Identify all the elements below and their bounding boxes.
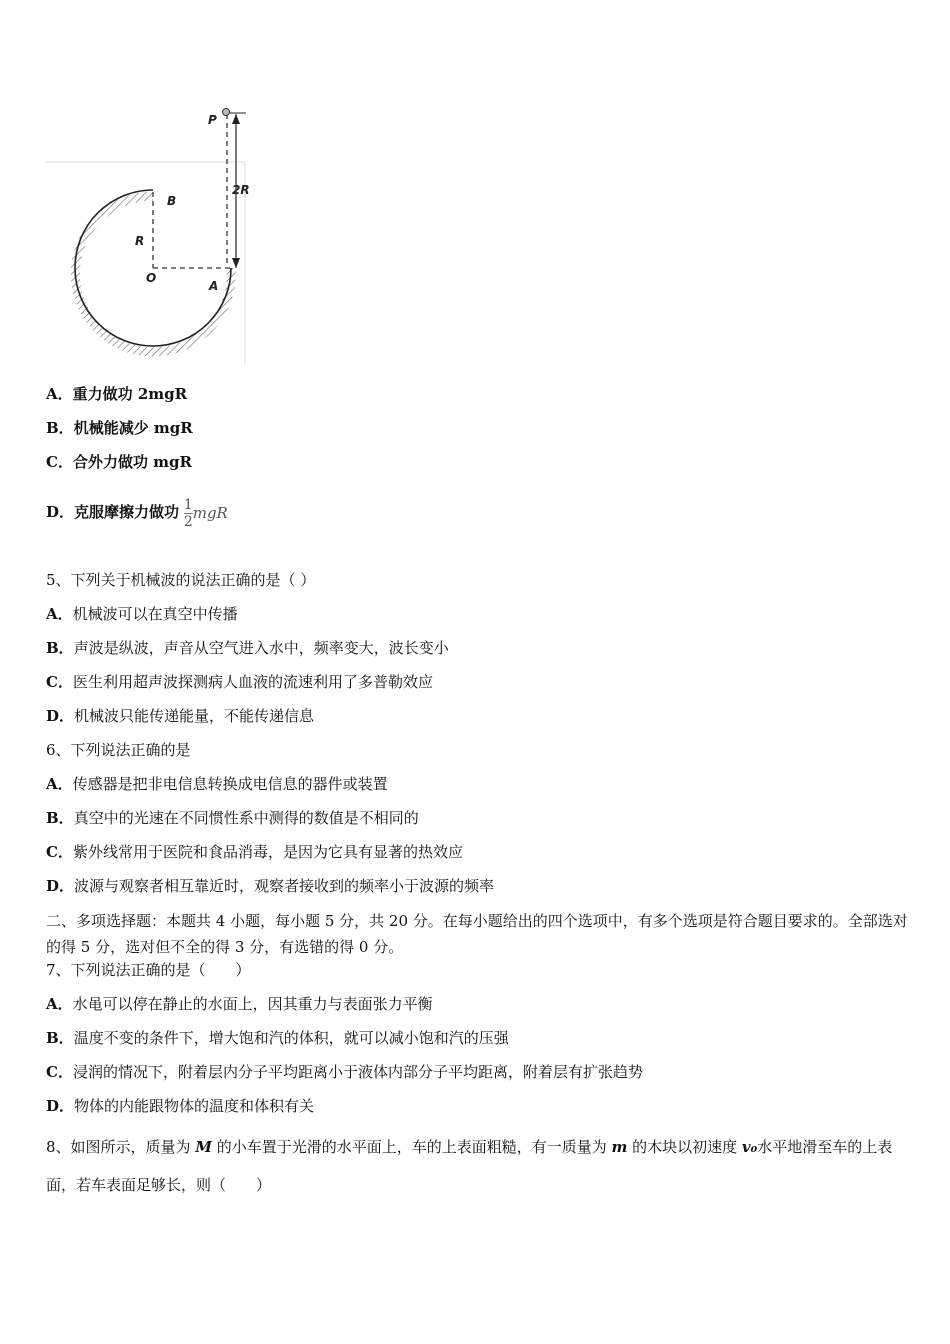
q6-option-d: D．波源与观察者相互靠近时，观察者接收到的频率小于波源的频率 xyxy=(46,877,495,895)
q4-option-c: C．合外力做功 mgR xyxy=(46,453,193,471)
q4-option-b: B．机械能减少 mgR xyxy=(46,419,193,437)
label-a: A xyxy=(209,279,219,293)
q7-option-a: A．水黾可以停在静止的水面上，因其重力与表面张力平衡 xyxy=(46,995,433,1013)
q4-option-d: D．克服摩擦力做功 $\frac{1}{2}$ mgR xyxy=(46,496,228,530)
q7-stem: 7、下列说法正确的是（ ） xyxy=(46,961,251,979)
q7-option-b: B．温度不变的条件下，增大饱和汽的体积，就可以减小饱和汽的压强 xyxy=(46,1029,509,1047)
label-r: R xyxy=(135,234,145,248)
q7-option-c: C．浸润的情况下，附着层内分子平均距离小于液体内部分子平均距离，附着层有扩张趋势 xyxy=(46,1063,643,1081)
fraction-half: $\frac{1}{2}$ xyxy=(183,496,193,530)
ball-p xyxy=(223,109,230,116)
q6-stem: 6、下列说法正确的是 xyxy=(46,741,191,759)
label-o: O xyxy=(146,271,157,285)
q7-option-d: D．物体的内能跟物体的温度和体积有关 xyxy=(46,1097,315,1115)
q6-option-b: B．真空中的光速在不同惯性系中测得的数值是不相同的 xyxy=(46,809,419,827)
q5-option-c: C．医生利用超声波探测病人血液的流速利用了多普勒效应 xyxy=(46,673,433,691)
q5-option-a: A．机械波可以在真空中传播 xyxy=(46,605,238,623)
q5-stem: 5、下列关于机械波的说法正确的是（ ） xyxy=(46,571,316,589)
circular-track-figure xyxy=(40,100,260,370)
q5-option-d: D．机械波只能传递能量，不能传递信息 xyxy=(46,707,315,725)
label-b: B xyxy=(167,194,177,208)
q6-option-a: A．传感器是把非电信息转换成电信息的器件或装置 xyxy=(46,775,388,793)
q6-option-c: C．紫外线常用于医院和食品消毒，是因为它具有显著的热效应 xyxy=(46,843,463,861)
dimension-arrow-up xyxy=(232,114,240,124)
q4-option-a: A．重力做功 2mgR xyxy=(46,385,188,403)
dimension-arrow-down xyxy=(232,258,240,268)
q8-stem: 8、如图所示，质量为 M 的小车置于光滑的水平面上，车的上表面粗糙，有一质量为 m 的木块以初速度 v₀水平地滑至车的上表面，若车表面足够长，则（ ） xyxy=(46,1138,893,1194)
q5-option-b: B．声波是纵波，声音从空气进入水中，频率变大，波长变小 xyxy=(46,639,449,657)
section2-instructions: 二、多项选择题：本题共 4 小题，每小题 5 分，共 20 分。在每小题给出的四个选项中，有多个选项是符合题目要求的。全部选对的得 5 分，选对但不全的得 3 分，有选错的得 0 分。 xyxy=(46,912,908,956)
track-diagram xyxy=(40,100,260,370)
label-2r: 2R xyxy=(232,183,250,197)
label-p: P xyxy=(208,113,217,127)
